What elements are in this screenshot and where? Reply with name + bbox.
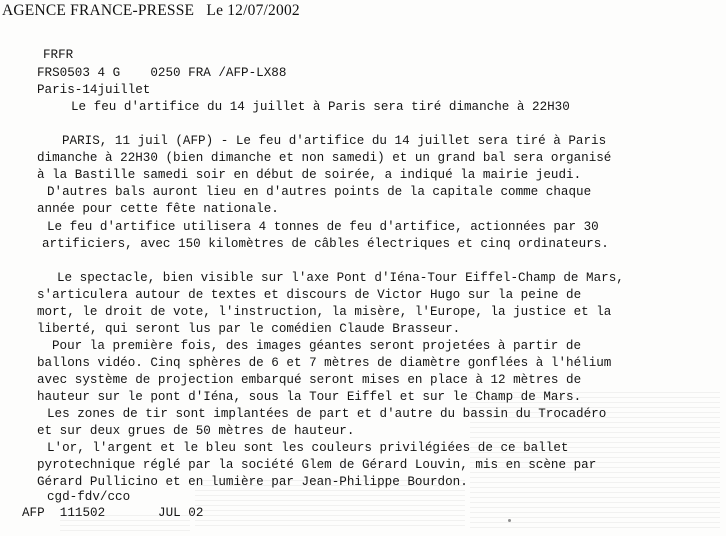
dispatch-headline: Le feu d'artifice du 14 juillet à Paris sera tiré dimanche à 22H30 [71, 100, 570, 114]
dispatch-code-line: FRFR [43, 48, 74, 62]
body-line: Le spectacle, bien visible sur l'axe Pont d'Iéna-Tour Eiffel-Champ de Mars, [57, 271, 624, 285]
body-line: PARIS, 11 juil (AFP) - Le feu d'artifice du 14 juillet sera tiré à Paris [62, 134, 607, 148]
body-line: et sur deux grues de 50 mètres de hauteur. [37, 424, 355, 438]
body-line: à la Bastille samedi soir en début de soirée, a indiqué la mairie jeudi. [37, 168, 582, 182]
body-line: s'articulera autour de textes et discours de Victor Hugo sur la peine de [37, 288, 582, 302]
body-line: mort, le droit de vote, l'instruction, la misère, l'Europe, la justice et la [37, 305, 612, 319]
body-line: ballons vidéo. Cinq sphères de 6 et 7 mètres de diamètre gonflées à l'hélium [37, 356, 612, 370]
agency-header: AGENCE FRANCE-PRESSE Le 12/07/2002 [2, 2, 300, 19]
body-line: dimanche à 22H30 (bien dimanche et non samedi) et un grand bal sera organisé [37, 151, 612, 165]
body-line: avec système de projection embarqué seront mises en place à 12 mètres de [37, 373, 582, 387]
body-line: Le feu d'artifice utilisera 4 tonnes de feu d'artifice, actionnées par 30 [47, 220, 599, 234]
body-line: artificiers, avec 150 kilomètres de câbles électriques et cinq ordinateurs. [42, 237, 609, 251]
author-signature: cgd-fdv/cco [47, 490, 131, 504]
scan-speck [508, 519, 511, 522]
dispatch-slug-line: Paris-14juillet [37, 83, 151, 97]
body-line: Les zones de tir sont implantées de part et d'autre du bassin du Trocadéro [47, 407, 607, 421]
body-line: liberté, qui seront lus par le comédien Claude Brasseur. [37, 322, 461, 336]
body-line: D'autres bals auront lieu en d'autres points de la capitale comme chaque [47, 185, 592, 199]
body-line: année pour cette fête nationale. [37, 202, 279, 216]
body-line: Gérard Pullicino et en lumière par Jean-Philippe Bourdon. [37, 475, 468, 489]
body-line: hauteur sur le pont d'Iéna, sous la Tour Eiffel et sur le Champ de Mars. [37, 390, 582, 404]
body-line: pyrotechnique réglé par la société Glem de Gérard Louvin, mis en scène par [37, 458, 597, 472]
body-line: Pour la première fois, des images géantes seront projetées à partir de [52, 339, 582, 353]
body-line: L'or, l'argent et le bleu sont les couleurs privilégiées de ce ballet [47, 441, 569, 455]
dispatch-footer: AFP 111502 JUL 02 [22, 506, 204, 520]
dispatch-reference-line: FRS0503 4 G 0250 FRA /AFP-LX88 [37, 66, 287, 80]
